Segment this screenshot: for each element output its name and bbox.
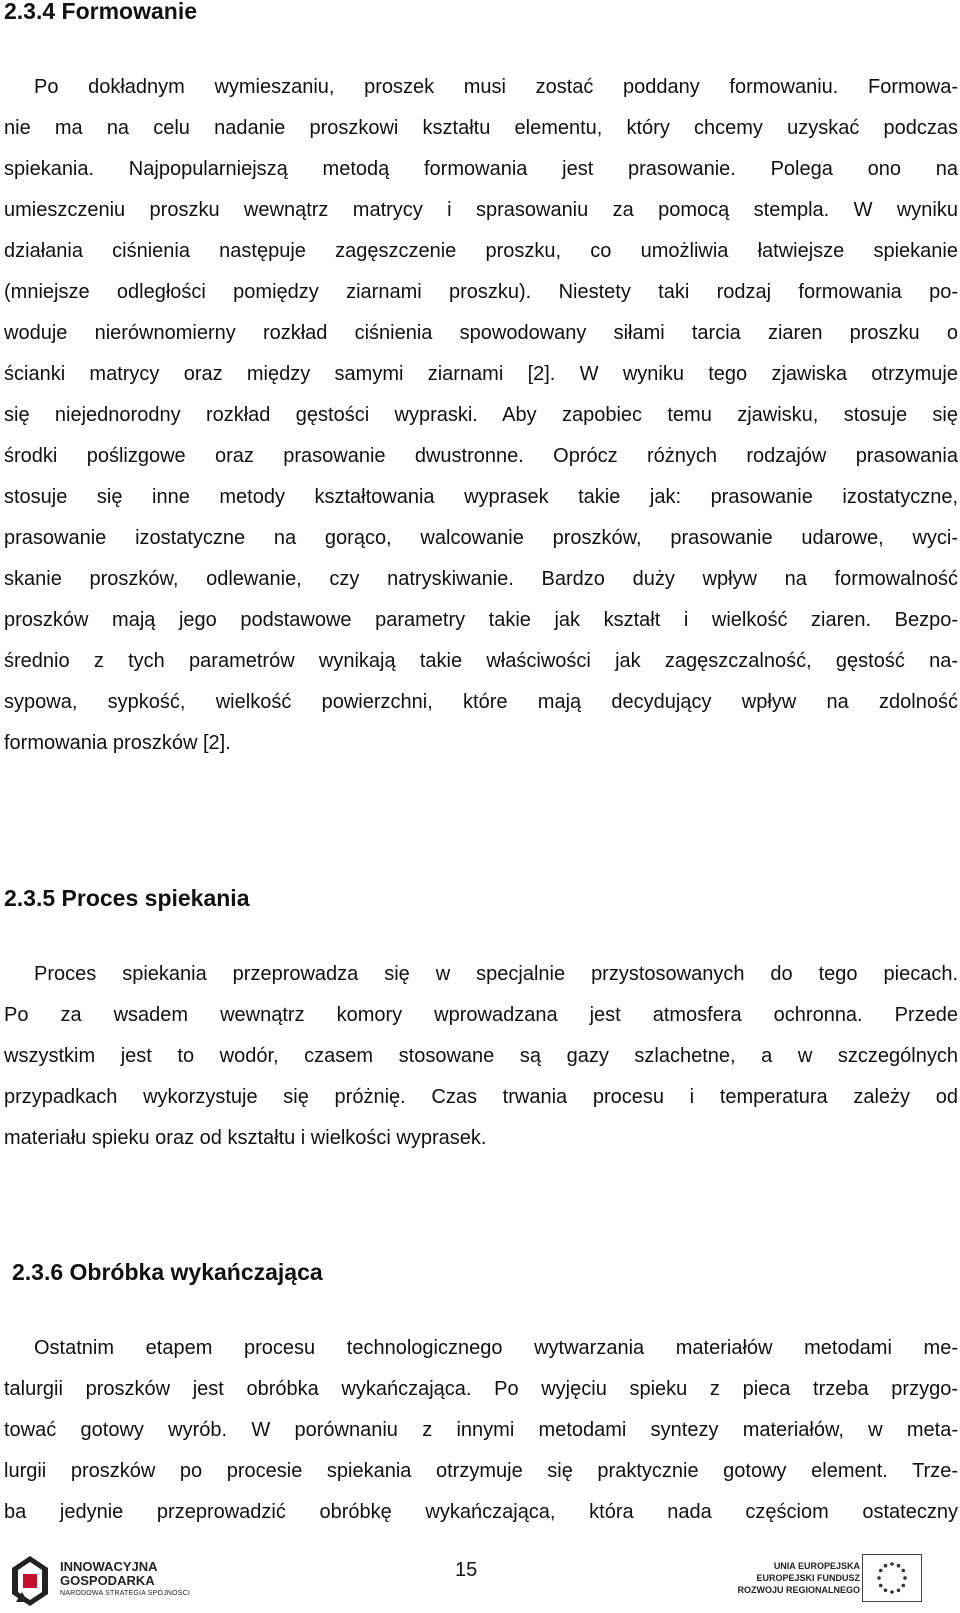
- text-line: stosuje się inne metody kształtowania wyprasek takie jak: prasowanie izostatyczne,: [4, 486, 958, 508]
- text-line: proszków mają jego podstawowe parametry takie jak kształt i wielkość ziaren. Bezpo-: [4, 609, 958, 631]
- logo-right-line3: ROZWOJU REGIONALNEGO: [737, 1585, 860, 1595]
- logo-left-line1: INNOWACYJNA: [60, 1559, 158, 1574]
- text-line: się niejednorodny rozkład gęstości wypraski. Aby zapobiec temu zjawisku, stosuje się: [4, 404, 958, 426]
- text-line: wszystkim jest to wodór, czasem stosowane są gazy szlachetne, a w szczególnych: [4, 1045, 958, 1067]
- logo-left-subtitle: NARODOWA STRATEGIA SPÓJNOŚCI: [60, 1590, 191, 1597]
- text-line: woduje nierównomierny rozkład ciśnienia spowodowany siłami tarcia ziaren proszku o: [4, 322, 958, 344]
- eu-fund-logo: [737, 1554, 950, 1608]
- text-line: ba jedynie przeprowadzić obróbkę wykańczająca, która nada częściom ostateczny: [4, 1501, 958, 1523]
- logo-left-label: [60, 1560, 158, 1588]
- text-line: średnio z tych parametrów wynikają takie właściwości jak zagęszczalność, gęstość na-: [4, 650, 958, 672]
- text-line: lurgii proszków po procesie spiekania otrzymuje się praktycznie gotowy element. Trze-: [4, 1460, 958, 1482]
- text-line: tować gotowy wyrób. W porównaniu z innymi metodami syntezy materiałów, w meta-: [4, 1419, 958, 1441]
- text-line: Proces spiekania przeprowadza się w specjalnie przystosowanych do tego piecach.: [34, 963, 958, 985]
- text-line: umieszczeniu proszku wewnątrz matrycy i sprasowaniu za pomocą stempla. W wyniku: [4, 199, 958, 221]
- text-line: ścianki matrycy oraz między samymi ziarnami [2]. W wyniku tego zjawiska otrzymuje: [4, 363, 958, 385]
- section-heading-proces-spiekania: 2.3.5 Proces spiekania: [4, 885, 250, 911]
- logo-right-line2: EUROPEJSKI FUNDUSZ: [756, 1573, 860, 1583]
- page-footer: [0, 1540, 960, 1610]
- text-line: środki poślizgowe oraz prasowanie dwustronne. Oprócz różnych rodzajów prasowania: [4, 445, 958, 467]
- text-line: (mniejsze odległości pomiędzy ziarnami proszku). Niestety taki rodzaj formowania po-: [4, 281, 958, 303]
- text-line: materiału spieku oraz od kształtu i wielkości wyprasek.: [4, 1127, 487, 1149]
- text-line: talurgii proszków jest obróbka wykańczająca. Po wyjęciu spieku z pieca trzeba przygo-: [4, 1378, 958, 1400]
- section-heading-obrobka-wykanczajaca: 2.3.6 Obróbka wykańczająca: [12, 1259, 323, 1285]
- logo-right-line1: UNIA EUROPEJSKA: [773, 1561, 860, 1571]
- innowacyjna-gospodarka-logo: [8, 1554, 191, 1608]
- page-number: 15: [455, 1559, 478, 1581]
- text-line: Po za wsadem wewnątrz komory wprowadzana jest atmosfera ochronna. Przede: [4, 1004, 958, 1026]
- section-heading-formowanie: 2.3.4 Formowanie: [4, 0, 198, 24]
- text-line: Ostatnim etapem procesu technologicznego wytwarzania materiałów metodami me-: [34, 1337, 958, 1359]
- text-line: działania ciśnienia następuje zagęszczenie proszku, co umożliwia łatwiejsze spiekanie: [4, 240, 958, 262]
- innowacyjna-gospodarka-emblem-icon: [8, 1554, 52, 1608]
- logo-left-line2: GOSPODARKA: [60, 1573, 155, 1588]
- text-line: nie ma na celu nadanie proszkowi kształtu elementu, który chcemy uzyskać podczas: [4, 117, 958, 139]
- text-line: spiekania. Najpopularniejszą metodą formowania jest prasowanie. Polega ono na: [4, 158, 958, 180]
- eu-stars-icon: [863, 1555, 921, 1601]
- text-line: skanie proszków, odlewanie, czy natryskiwanie. Bardzo duży wpływ na formowalność: [4, 568, 958, 590]
- text-line: Po dokładnym wymieszaniu, proszek musi zostać poddany formowaniu. Formowa-: [34, 76, 958, 98]
- text-line: prasowanie izostatyczne na gorąco, walcowanie proszków, prasowanie udarowe, wyci-: [4, 527, 958, 549]
- logo-right-label: [737, 1560, 860, 1596]
- text-line: przypadkach wykorzystuje się próżnię. Czas trwania procesu i temperatura zależy od: [4, 1086, 958, 1108]
- text-line: formowania proszków [2].: [4, 732, 231, 754]
- eu-flag-icon: [862, 1554, 922, 1602]
- text-line: sypowa, sypkość, wielkość powierzchni, które mają decydujący wpływ na zdolność: [4, 691, 958, 713]
